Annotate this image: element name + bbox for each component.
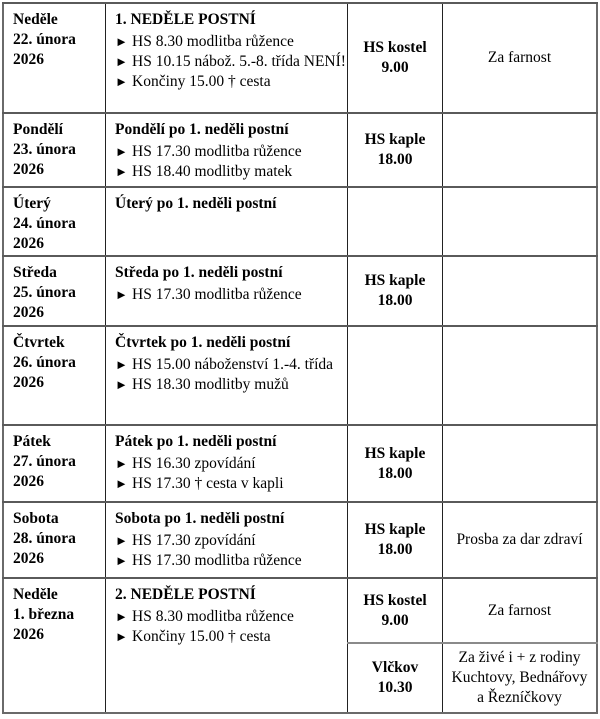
program-cell	[106, 256, 348, 326]
mass-intention-cell	[443, 187, 598, 256]
liturgical-day-title: 2. NEDĚLE POSTNÍ	[115, 586, 256, 603]
mass-time: 9.00	[381, 59, 409, 76]
program-item	[115, 531, 347, 551]
weekday-label: Pondělí	[13, 121, 63, 138]
arrow-right-icon: ►	[115, 144, 128, 159]
weekday-label: Čtvrtek	[13, 334, 65, 351]
day-month-label: 25. února	[13, 284, 76, 301]
program-item	[115, 285, 347, 305]
program-cell	[106, 113, 348, 187]
day-month-label: 26. února	[13, 354, 76, 371]
program-item-text: HS 17.30 modlitba růžence	[132, 143, 302, 160]
mass-time: 18.00	[377, 151, 413, 168]
mass-location: HS kaple	[364, 521, 426, 538]
weekday-label: Sobota	[13, 510, 59, 527]
mass-time-cell	[348, 502, 443, 578]
arrow-right-icon: ►	[115, 533, 128, 548]
program-item	[115, 607, 347, 627]
arrow-right-icon: ►	[115, 476, 128, 491]
mass-location: HS kostel	[363, 591, 427, 609]
program-item	[115, 474, 347, 494]
day-month-label: 28. února	[13, 530, 76, 547]
date-cell	[3, 256, 106, 326]
liturgical-day-title: Středa po 1. neděli postní	[115, 264, 283, 281]
mass-intention-cell	[443, 3, 598, 113]
schedule-row	[3, 326, 597, 425]
intention-text: a Řezníčkovy	[477, 689, 562, 706]
date-cell	[3, 187, 106, 256]
date-cell	[3, 113, 106, 187]
mass-time: 18.00	[377, 292, 413, 309]
schedule-row	[3, 502, 597, 578]
mass-location: HS kaple	[364, 272, 426, 289]
day-month-label: 23. února	[13, 141, 76, 158]
arrow-right-icon: ►	[115, 54, 128, 69]
arrow-right-icon: ►	[115, 553, 128, 568]
mass-location: HS kaple	[364, 444, 426, 462]
program-item	[115, 551, 347, 571]
date-cell	[3, 3, 106, 113]
program-item-text: HS 18.30 modlitby mužů	[132, 376, 289, 393]
year-label: 2026	[13, 235, 44, 252]
day-month-label: 24. února	[13, 215, 76, 232]
liturgical-day-title: Čtvrtek po 1. neděli postní	[115, 334, 291, 351]
year-label: 2026	[13, 161, 44, 178]
schedule-row	[3, 113, 597, 187]
schedule-row	[3, 187, 597, 256]
schedule-row	[3, 3, 597, 113]
mass-location: HS kostel	[363, 39, 427, 56]
program-cell	[106, 502, 348, 578]
program-item	[115, 162, 347, 182]
program-item	[115, 355, 347, 375]
program-item	[115, 627, 347, 647]
program-item-text: HS 10.15 nábož. 5.-8. třída NENÍ!	[132, 53, 346, 70]
mass-time-cell	[348, 326, 443, 425]
date-cell	[3, 425, 106, 502]
year-label: 2026	[13, 550, 44, 567]
intention-text: Kuchtovy, Bednářovy	[451, 669, 588, 686]
arrow-right-icon: ►	[115, 609, 128, 624]
day-month-label: 27. února	[13, 453, 76, 470]
program-cell	[106, 578, 348, 713]
arrow-right-icon: ►	[115, 74, 128, 89]
mass-location: HS kaple	[364, 131, 426, 148]
mass-location: Vlčkov	[371, 659, 419, 676]
weekday-label: Úterý	[13, 195, 51, 212]
intention-text: Prosba za dar zdraví	[456, 531, 583, 548]
schedule-row	[3, 256, 597, 326]
program-item	[115, 454, 347, 474]
program-item-text: HS 18.40 modlitby matek	[132, 163, 293, 180]
mass-time-cell	[348, 643, 443, 713]
arrow-right-icon: ►	[115, 629, 128, 644]
weekly-schedule-table	[2, 2, 598, 714]
mass-time: 10.30	[377, 679, 413, 696]
mass-intention-cell	[443, 578, 598, 643]
mass-intention-cell	[443, 502, 598, 578]
arrow-right-icon: ►	[115, 164, 128, 179]
weekday-label: Neděle	[13, 11, 58, 28]
arrow-right-icon: ►	[115, 377, 128, 392]
program-cell	[106, 3, 348, 113]
mass-time-cell	[348, 187, 443, 256]
liturgical-day-title: Pátek po 1. neděli postní	[115, 433, 277, 450]
program-item	[115, 32, 347, 52]
mass-time-cell	[348, 3, 443, 113]
program-item-text: HS 17.30 modlitba růžence	[132, 286, 302, 303]
mass-time: 18.00	[377, 541, 413, 558]
program-item	[115, 375, 347, 395]
year-label: 2026	[13, 51, 44, 68]
arrow-right-icon: ►	[115, 287, 128, 302]
date-cell	[3, 578, 106, 713]
year-label: 2026	[13, 473, 44, 490]
year-label: 2026	[13, 374, 44, 391]
day-month-label: 22. února	[13, 31, 76, 48]
program-item	[115, 72, 347, 92]
liturgical-day-title: Sobota po 1. neděli postní	[115, 510, 285, 527]
intention-text: Za farnost	[487, 49, 552, 66]
day-month-label: 1. března	[13, 606, 75, 623]
weekday-label: Neděle	[13, 586, 58, 603]
intention-text: Za farnost	[487, 601, 552, 619]
mass-time: 18.00	[377, 464, 413, 482]
program-cell	[106, 425, 348, 502]
arrow-right-icon: ►	[115, 456, 128, 471]
program-item-text: HS 8.30 modlitba růžence	[132, 33, 294, 50]
arrow-right-icon: ►	[115, 357, 128, 372]
mass-time-cell	[348, 256, 443, 326]
program-item-text: HS 8.30 modlitba růžence	[132, 608, 294, 625]
year-label: 2026	[13, 304, 44, 321]
program-item-text: HS 15.00 náboženství 1.-4. třída	[132, 356, 334, 373]
mass-time: 9.00	[381, 611, 409, 629]
program-item-text: HS 17.30 modlitba růžence	[132, 552, 302, 569]
program-cell	[106, 187, 348, 256]
date-cell	[3, 326, 106, 425]
program-item-text: HS 17.30 † cesta v kapli	[132, 475, 284, 492]
mass-time-cell	[348, 578, 443, 643]
program-cell	[106, 326, 348, 425]
date-cell	[3, 502, 106, 578]
program-item-text: HS 17.30 zpovídání	[132, 532, 256, 549]
program-item-text: HS 16.30 zpovídání	[132, 455, 256, 472]
mass-time-cell	[348, 425, 443, 502]
liturgical-day-title: 1. NEDĚLE POSTNÍ	[115, 11, 256, 28]
schedule-body	[3, 3, 597, 713]
mass-intention-cell	[443, 643, 598, 713]
mass-intention-cell	[443, 256, 598, 326]
program-item-text: Končiny 15.00 † cesta	[132, 628, 271, 645]
weekday-label: Středa	[13, 264, 57, 281]
schedule-row	[3, 425, 597, 502]
arrow-right-icon: ►	[115, 34, 128, 49]
schedule-row	[3, 578, 597, 643]
year-label: 2026	[13, 626, 44, 643]
liturgical-day-title: Pondělí po 1. neděli postní	[115, 121, 289, 138]
liturgical-day-title: Úterý po 1. neděli postní	[115, 195, 277, 212]
intention-text: Za živé i + z rodiny	[458, 649, 581, 666]
program-item-text: Končiny 15.00 † cesta	[132, 73, 271, 90]
mass-intention-cell	[443, 113, 598, 187]
program-item	[115, 142, 347, 162]
mass-time-cell	[348, 113, 443, 187]
mass-intention-cell	[443, 326, 598, 425]
program-item	[115, 52, 347, 72]
weekday-label: Pátek	[13, 433, 51, 450]
mass-intention-cell	[443, 425, 598, 502]
